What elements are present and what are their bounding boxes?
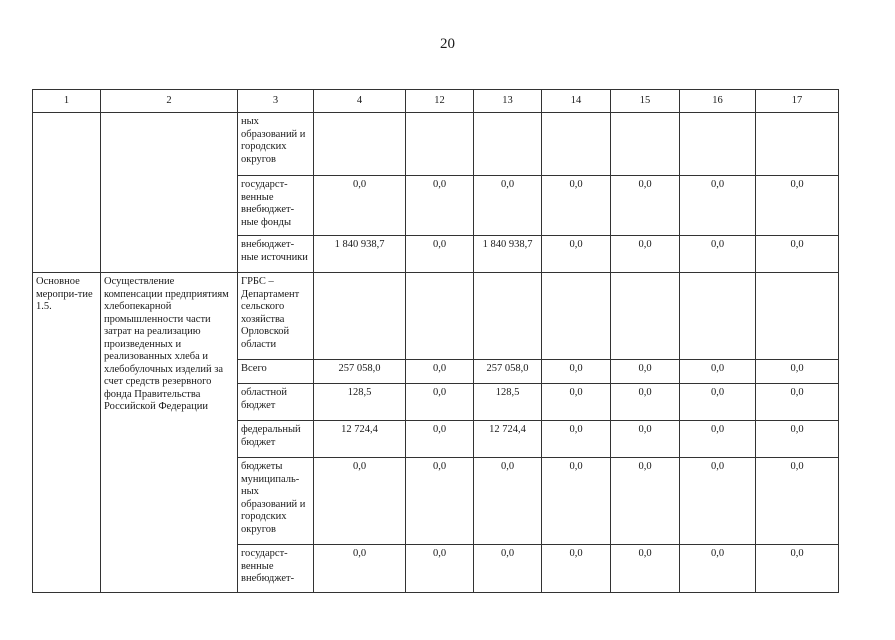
value-cell: 0,0 (474, 176, 542, 236)
funding-source-label: государст-венные внебюджет-ные фонды (238, 176, 314, 236)
value-cell: 0,0 (314, 458, 406, 545)
value-cell: 257 058,0 (314, 360, 406, 384)
header-cell: 16 (680, 90, 756, 113)
page-number: 20 (440, 36, 455, 52)
value-cell: 0,0 (756, 421, 839, 458)
funding-source-label: федеральный бюджет (238, 421, 314, 458)
value-cell: 0,0 (680, 236, 756, 273)
value-cell: 0,0 (542, 176, 611, 236)
funding-source-label: государст-венные внебюджет- (238, 545, 314, 593)
value-cell: 128,5 (314, 384, 406, 421)
value-cell: 0,0 (756, 384, 839, 421)
value-cell: 0,0 (611, 384, 680, 421)
value-cell: 0,0 (611, 545, 680, 593)
header-cell: 13 (474, 90, 542, 113)
funding-source-label: областной бюджет (238, 384, 314, 421)
value-cell: 0,0 (406, 421, 474, 458)
value-cell: 0,0 (406, 176, 474, 236)
header-cell: 1 (33, 90, 101, 113)
value-cell (314, 273, 406, 360)
value-cell: 1 840 938,7 (474, 236, 542, 273)
value-cell: 12 724,4 (314, 421, 406, 458)
value-cell (542, 273, 611, 360)
activity-description: Осуществление компенсации предприятиям хлебопекарной промышленности части затрат на реализацию произведенных и реализованных хлеба и хлебобулочных изделий за счет средств резервного фонда Правительства Российской Федерации (101, 273, 238, 593)
value-cell: 0,0 (756, 360, 839, 384)
header-cell: 15 (611, 90, 680, 113)
funding-source-label: Всего (238, 360, 314, 384)
value-cell (474, 113, 542, 176)
value-cell (680, 113, 756, 176)
header-cell: 3 (238, 90, 314, 113)
value-cell (680, 273, 756, 360)
value-cell (756, 113, 839, 176)
header-cell: 12 (406, 90, 474, 113)
value-cell (542, 113, 611, 176)
funding-source-label: ГРБС – Департамент сельского хозяйства Орловской области (238, 273, 314, 360)
value-cell: 0,0 (611, 458, 680, 545)
value-cell: 257 058,0 (474, 360, 542, 384)
value-cell: 0,0 (406, 458, 474, 545)
value-cell: 0,0 (680, 458, 756, 545)
funding-source-label: бюджеты муниципаль-ных образований и городских округов (238, 458, 314, 545)
value-cell: 0,0 (756, 458, 839, 545)
value-cell (314, 113, 406, 176)
value-cell: 0,0 (680, 545, 756, 593)
value-cell: 0,0 (542, 458, 611, 545)
value-cell: 0,0 (756, 236, 839, 273)
value-cell: 0,0 (680, 176, 756, 236)
value-cell: 0,0 (611, 360, 680, 384)
value-cell: 0,0 (542, 236, 611, 273)
value-cell: 0,0 (406, 384, 474, 421)
value-cell: 0,0 (542, 384, 611, 421)
value-cell: 0,0 (406, 545, 474, 593)
value-cell: 0,0 (406, 236, 474, 273)
header-cell: 2 (101, 90, 238, 113)
value-cell: 0,0 (474, 458, 542, 545)
table-row (33, 113, 839, 176)
header-cell: 17 (756, 90, 839, 113)
value-cell (406, 113, 474, 176)
value-cell: 0,0 (680, 421, 756, 458)
value-cell (474, 273, 542, 360)
value-cell: 0,0 (542, 421, 611, 458)
value-cell: 128,5 (474, 384, 542, 421)
table-row (33, 273, 839, 360)
budget-table (32, 89, 839, 593)
value-cell: 12 724,4 (474, 421, 542, 458)
value-cell: 0,0 (680, 360, 756, 384)
value-cell: 0,0 (542, 360, 611, 384)
value-cell: 0,0 (756, 545, 839, 593)
table-body (33, 113, 839, 593)
value-cell: 0,0 (611, 176, 680, 236)
header-row (33, 90, 839, 113)
value-cell: 0,0 (314, 545, 406, 593)
value-cell: 0,0 (474, 545, 542, 593)
value-cell: 0,0 (756, 176, 839, 236)
funding-source-label: ных образований и городских округов (238, 113, 314, 176)
value-cell: 0,0 (611, 421, 680, 458)
header-cell: 14 (542, 90, 611, 113)
value-cell (756, 273, 839, 360)
header-cell: 4 (314, 90, 406, 113)
activity-code: Основное меропри-тие 1.5. (33, 273, 101, 593)
value-cell (611, 273, 680, 360)
activity-name-cell-empty (101, 113, 238, 273)
value-cell: 0,0 (314, 176, 406, 236)
funding-source-label: внебюджет-ные источники (238, 236, 314, 273)
value-cell: 0,0 (680, 384, 756, 421)
value-cell (611, 113, 680, 176)
value-cell: 0,0 (611, 236, 680, 273)
value-cell (406, 273, 474, 360)
value-cell: 1 840 938,7 (314, 236, 406, 273)
value-cell: 0,0 (542, 545, 611, 593)
value-cell: 0,0 (406, 360, 474, 384)
activity-code-cell-empty (33, 113, 101, 273)
